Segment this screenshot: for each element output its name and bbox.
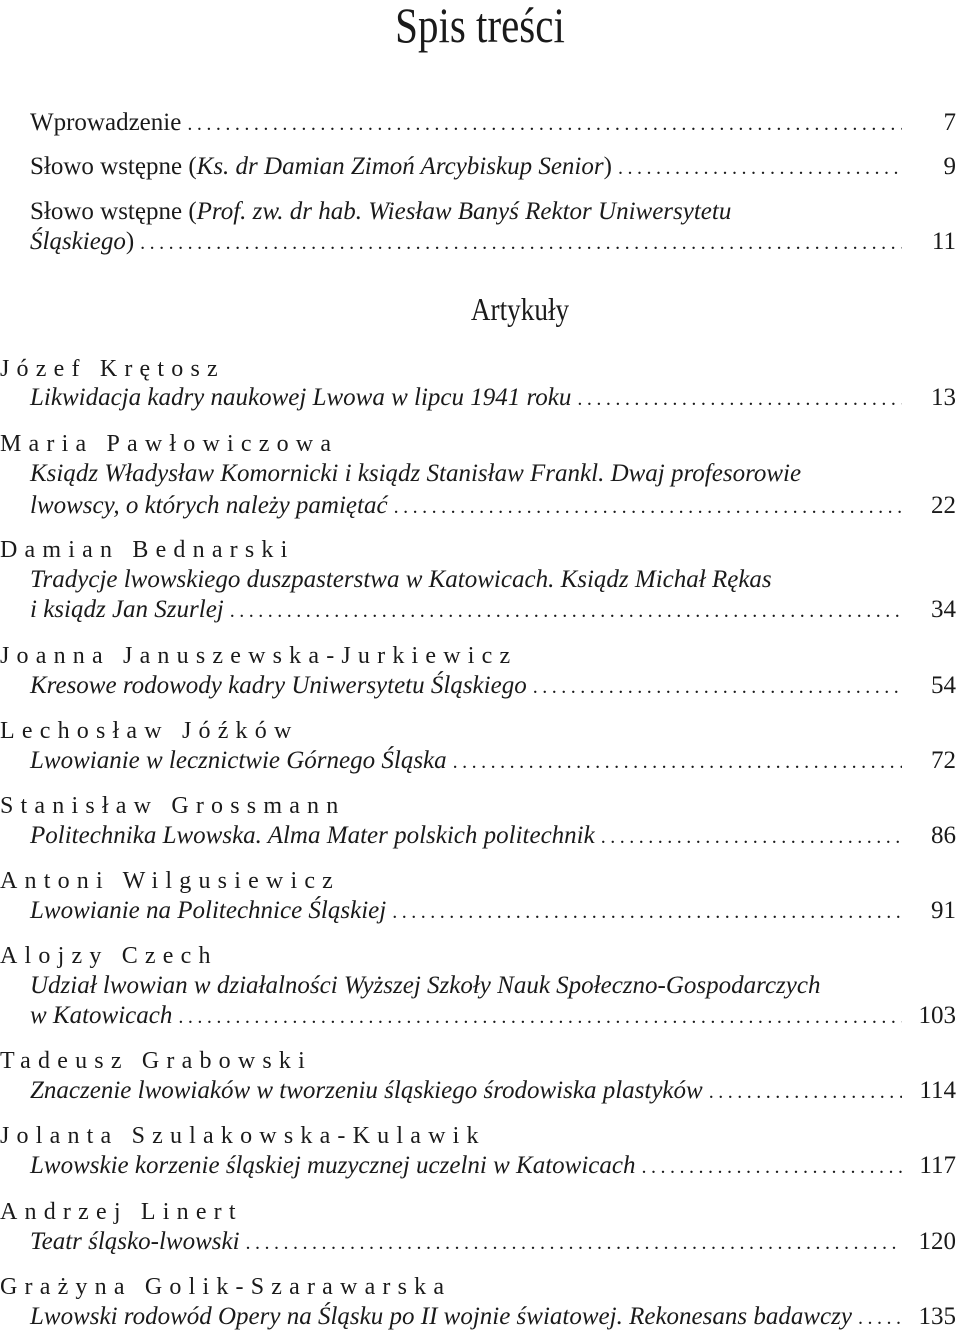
entry-title: Wprowadzenie xyxy=(30,109,182,136)
toc-entry-foreword-banys-line1[interactable]: Słowo wstępne (Prof. zw. dr hab. Wiesław Banyś Rektor Uniwersytetu xyxy=(30,198,732,225)
entry-title: Znaczenie lwowiaków w tworzeniu śląskiego środowiska plastyków xyxy=(30,1077,703,1104)
author-name: Jolanta Szulakowska-Kulawik xyxy=(0,1123,486,1149)
toc-entry-article[interactable] xyxy=(30,1001,956,1031)
toc-entry-article[interactable] xyxy=(30,1302,956,1332)
page-number: 114 xyxy=(919,1077,956,1104)
author-name: Damian Bednarski xyxy=(0,537,295,563)
dot-leader xyxy=(178,1002,902,1032)
toc-entry-article-line[interactable]: Udział lwowian w działalności Wyższej Szkoły Nauk Społeczno-Gospodarczych xyxy=(30,972,821,999)
entry-title: Likwidacja kadry naukowej Lwowa w lipcu 1941 roku xyxy=(30,384,572,411)
dot-leader xyxy=(140,228,902,258)
author-name: Józef Krętosz xyxy=(0,356,225,382)
toc-entry-foreword-zimon[interactable] xyxy=(30,152,956,182)
dot-leader xyxy=(641,1152,902,1182)
entry-title: w Katowicach xyxy=(30,1002,173,1029)
page-title: Spis treści xyxy=(395,0,565,53)
entry-title: Śląskiego) xyxy=(30,228,135,255)
dot-leader xyxy=(858,1303,902,1333)
entry-title: Lwowski rodowód Opery na Śląsku po II wojnie światowej. Rekonesans badawczy xyxy=(30,1303,852,1330)
entry-title: Politechnika Lwowska. Alma Mater polskich politechnik xyxy=(30,822,595,849)
page-number: 72 xyxy=(931,747,956,774)
dot-leader xyxy=(709,1077,902,1107)
toc-entry-article[interactable] xyxy=(30,671,956,701)
page-number: 13 xyxy=(931,384,956,411)
page-number: 86 xyxy=(931,822,956,849)
toc-entry-article-line[interactable]: Ksiądz Władysław Komornicki i ksiądz Stanisław Frankl. Dwaj profesorowie xyxy=(30,460,802,487)
dot-leader xyxy=(533,672,902,702)
page-number: 11 xyxy=(931,228,956,255)
author-name: Joanna Januszewska-Jurkiewicz xyxy=(0,643,518,669)
toc-entry-article[interactable] xyxy=(30,595,956,625)
toc-entry-article[interactable] xyxy=(30,746,956,776)
author-name: Alojzy Czech xyxy=(0,943,218,969)
toc-entry-article-line[interactable]: Tradycje lwowskiego duszpasterstwa w Katowicach. Ksiądz Michał Rękas xyxy=(30,566,772,593)
toc-entry-article[interactable] xyxy=(30,383,956,413)
dot-leader xyxy=(453,747,902,777)
dot-leader xyxy=(392,897,902,927)
entry-title: Lwowianie na Politechnice Śląskiej xyxy=(30,897,387,924)
author-name: Andrzej Linert xyxy=(0,1199,243,1225)
author-name: Stanisław Grossmann xyxy=(0,793,346,819)
section-title: Artykuły xyxy=(470,291,570,327)
toc-entry-article[interactable] xyxy=(30,491,956,521)
author-name: Lechosław Jóźków xyxy=(0,718,299,744)
entry-title: Lwowianie w lecznictwie Górnego Śląska xyxy=(30,747,447,774)
page-number: 117 xyxy=(919,1152,956,1179)
author-name: Antoni Wilgusiewicz xyxy=(0,868,341,894)
toc-entry-foreword-banys[interactable] xyxy=(30,227,956,257)
page-number: 9 xyxy=(943,153,956,180)
page-number: 34 xyxy=(931,596,956,623)
toc-entry-article[interactable] xyxy=(30,1151,956,1181)
entry-title: Słowo wstępne (Ks. dr Damian Zimoń Arcybiskup Senior) xyxy=(30,153,612,180)
dot-leader xyxy=(187,109,902,139)
dot-leader xyxy=(577,384,902,414)
toc-entry-article[interactable] xyxy=(30,1076,956,1106)
page-number: 7 xyxy=(943,109,956,136)
dot-leader xyxy=(394,492,902,522)
author-name: Tadeusz Grabowski xyxy=(0,1048,312,1074)
toc-entry-introduction[interactable] xyxy=(30,108,956,138)
dot-leader xyxy=(618,153,902,183)
page-number: 91 xyxy=(931,897,956,924)
page-number: 54 xyxy=(931,672,956,699)
entry-title: i ksiądz Jan Szurlej xyxy=(30,596,224,623)
page-number: 135 xyxy=(918,1303,956,1330)
entry-title: Lwowskie korzenie śląskiej muzycznej uczelni w Katowicach xyxy=(30,1152,636,1179)
entry-title: lwowscy, o których należy pamiętać xyxy=(30,492,388,519)
dot-leader xyxy=(601,822,902,852)
toc-entry-article[interactable] xyxy=(30,821,956,851)
entry-title: Kresowe rodowody kadry Uniwersytetu Śląskiego xyxy=(30,672,527,699)
author-name: Grażyna Golik-Szarawarska xyxy=(0,1274,452,1300)
entry-title: Teatr śląsko-lwowski xyxy=(30,1228,240,1255)
page-number: 103 xyxy=(918,1002,956,1029)
page-number: 22 xyxy=(931,492,956,519)
page-number: 120 xyxy=(918,1228,956,1255)
author-name: Maria Pawłowiczowa xyxy=(0,431,339,457)
toc-entry-article[interactable] xyxy=(30,1227,956,1257)
dot-leader xyxy=(230,596,902,626)
dot-leader xyxy=(246,1228,902,1258)
toc-entry-article[interactable] xyxy=(30,896,956,926)
